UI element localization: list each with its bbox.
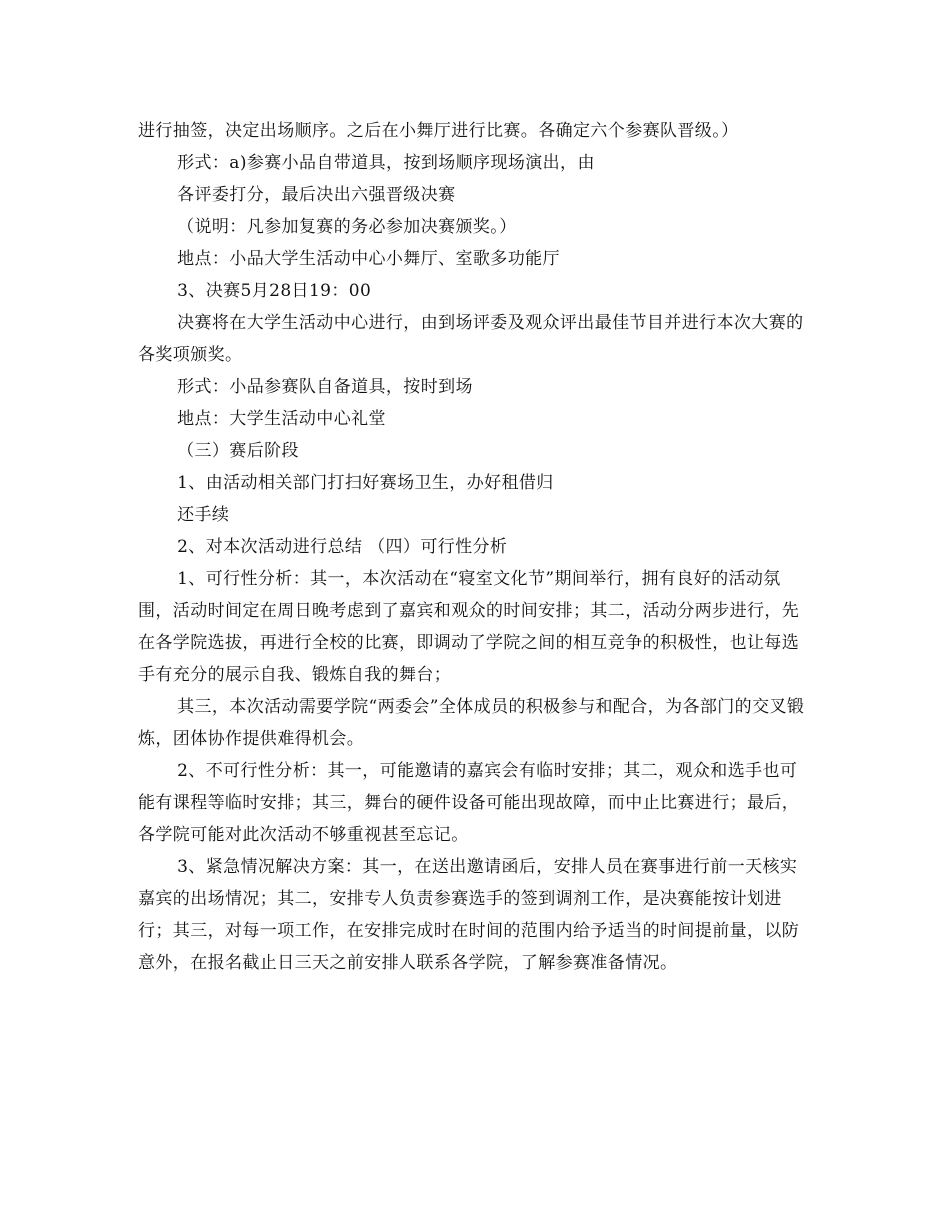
paragraph-15: 其三，本次活动需要学院“两委会”全体成员的积极参与和配合，为各部门的交叉锻炼，团体协作提供难得机会。 [138,697,805,749]
paragraph-17: 3、紧急情况解决方案：其一，在送出邀请函后，安排人员在赛事进行前一天核实嘉宾的出场情况；其二，安排专人负责参赛选手的签到调剂工作，是决赛能按计划进行；其三，对每一项工作，在安排完成时在时间的范围内给予适当的时间提前量，以防意外，在报名截止日三天之前安排人联系各学院，了解参赛准备情况。 [138,857,800,973]
paragraph-8: 形式：小品参赛队自备道具，按时到场 [177,377,473,397]
paragraph-6: 3、决赛5月28日19：00 [177,281,372,301]
paragraph-12: 还手续 [177,505,230,525]
paragraph-7: 决赛将在大学生活动中心进行，由到场评委及观众评出最佳节目并进行本次大赛的各奖项颁奖。 [138,313,804,365]
paragraph-9: 地点：大学生活动中心礼堂 [177,409,386,429]
paragraph-11: 1、由活动相关部门打扫好赛场卫生，办好租借归 [177,473,554,493]
paragraph-13: 2、对本次活动进行总结 （四）可行性分析 [177,537,508,557]
paragraph-4: （说明：凡参加复赛的务必参加决赛颁奖。） [177,217,517,237]
paragraph-14: 1、可行性分析：其一，本次活动在“寝室文化节”期间举行，拥有良好的活动氛围，活动时间定在周日晚考虑到了嘉宾和观众的时间安排；其二，活动分两步进行，先在各学院选拔，再进行全校的比赛，即调动了学院之间的相互竞争的积极性，也让每选手有充分的展示自我、锻炼自我的舞台； [138,569,800,685]
paragraph-5: 地点：小品大学生活动中心小舞厅、室歌多功能厅 [177,249,560,269]
paragraph-3: 各评委打分，最后决出六强晋级决赛 [177,185,456,205]
paragraph-16: 2、不可行性分析：其一，可能邀请的嘉宾会有临时安排；其二，观众和选手也可能有课程等临时安排；其三，舞台的硬件设备可能出现故障，而中止比赛进行；最后，各学院可能对此次活动不够重视甚至忘记。 [138,761,800,845]
paragraph-10: （三）赛后阶段 [177,441,299,461]
document-body [138,115,814,979]
paragraph-2: 形式：a)参赛小品自带道具，按到场顺序现场演出，由 [177,153,595,173]
paragraph-1: 进行抽签，决定出场顺序。之后在小舞厅进行比赛。各确定六个参赛队晋级。） [138,121,739,141]
